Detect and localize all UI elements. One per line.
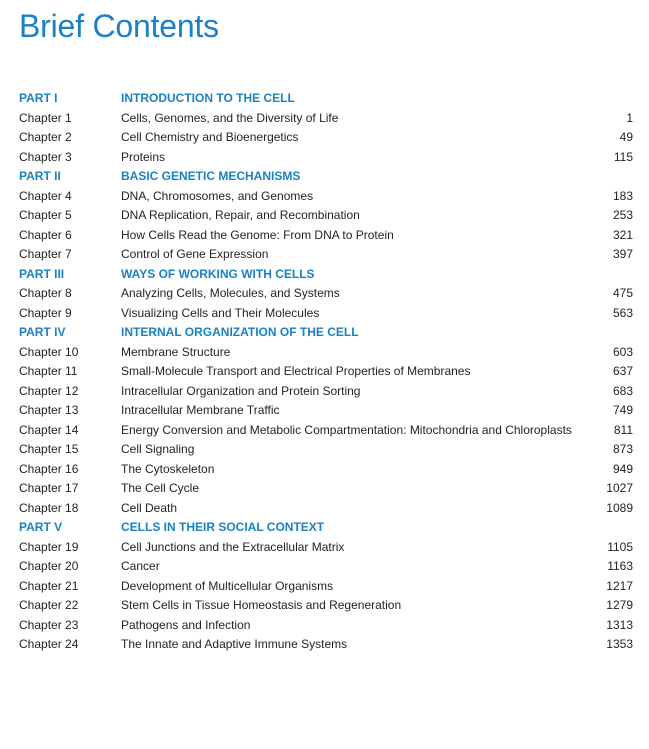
chapter-title: Membrane Structure [121, 344, 231, 359]
part-title: CELLS IN THEIR SOCIAL CONTEXT [121, 520, 325, 534]
chapter-label: Chapter 18 [19, 500, 79, 515]
part-heading [19, 167, 633, 187]
part-title: INTRODUCTION TO THE CELL [121, 91, 295, 105]
chapter-page-number: 1163 [607, 559, 633, 573]
chapter-label: Chapter 23 [19, 617, 79, 632]
part-title: INTERNAL ORGANIZATION OF THE CELL [121, 325, 359, 339]
chapter-label: Chapter 12 [19, 383, 79, 398]
chapter-label: Chapter 3 [19, 149, 72, 164]
part-heading [19, 518, 633, 538]
chapter-label: Chapter 9 [19, 305, 72, 320]
chapter-title: Small-Molecule Transport and Electrical Properties of Membranes [121, 364, 471, 378]
chapter-label: Chapter 10 [19, 344, 79, 359]
chapter-label: Chapter 11 [19, 364, 78, 378]
chapter-page-number: 1217 [606, 578, 633, 593]
chapter-label: Chapter 16 [19, 461, 79, 476]
chapter-page-number: 873 [612, 442, 633, 456]
chapter-row [19, 538, 633, 558]
chapter-title: DNA, Chromosomes, and Genomes [121, 188, 314, 203]
chapter-page-number: 49 [619, 130, 633, 144]
chapter-title: Energy Conversion and Metabolic Compartmentation: Mitochondria and Chloroplasts [121, 422, 572, 437]
chapter-page-number: 811 [613, 422, 633, 437]
chapter-page-number: 683 [612, 383, 633, 398]
chapter-page-number: 1027 [606, 481, 633, 495]
chapter-label: Chapter 17 [19, 481, 79, 495]
chapter-row [19, 479, 633, 499]
chapter-title: Analyzing Cells, Molecules, and Systems [121, 286, 340, 300]
chapter-title: The Cell Cycle [121, 481, 200, 495]
chapter-page-number: 1313 [606, 617, 633, 632]
chapter-label: Chapter 2 [19, 130, 72, 144]
chapter-title: Cell Chemistry and Bioenergetics [121, 130, 299, 144]
chapter-page-number: 749 [612, 403, 633, 417]
chapter-row [19, 499, 633, 519]
chapter-title: Cell Death [121, 500, 178, 515]
part-label: PART V [19, 520, 63, 534]
chapter-row [19, 245, 633, 265]
chapter-label: Chapter 13 [19, 403, 79, 417]
chapter-label: Chapter 24 [19, 637, 79, 651]
part-heading [19, 89, 633, 109]
chapter-label: Chapter 6 [19, 227, 72, 242]
chapter-label: Chapter 5 [19, 208, 72, 222]
chapter-row [19, 226, 633, 246]
chapter-label: Chapter 4 [19, 188, 72, 203]
chapter-row [19, 343, 633, 363]
chapter-row [19, 577, 633, 597]
chapter-row [19, 440, 633, 460]
chapter-row [19, 304, 633, 324]
chapter-row [19, 382, 633, 402]
page-title: Brief Contents [19, 8, 219, 44]
chapter-row [19, 596, 633, 616]
chapter-page-number: 397 [612, 247, 633, 261]
chapter-page-number: 1279 [606, 598, 633, 612]
chapter-title: Intracellular Organization and Protein Sorting [121, 383, 361, 398]
chapter-row [19, 362, 633, 382]
part-label: PART I [19, 91, 58, 105]
chapter-title: Development of Multicellular Organisms [121, 578, 334, 593]
chapter-title: Cell Junctions and the Extracellular Matrix [121, 539, 345, 554]
chapter-page-number: 475 [612, 286, 633, 300]
chapter-label: Chapter 20 [19, 559, 79, 573]
part-label: PART II [19, 169, 61, 183]
chapter-row [19, 421, 633, 441]
chapter-title: Cell Signaling [121, 442, 195, 456]
chapter-row [19, 401, 633, 421]
chapter-label: Chapter 8 [19, 286, 72, 300]
part-heading [19, 323, 633, 343]
part-label: PART IV [19, 325, 66, 339]
chapter-page-number: 321 [612, 227, 633, 242]
chapter-title: The Cytoskeleton [121, 461, 215, 476]
chapter-label: Chapter 14 [19, 422, 79, 437]
chapter-row [19, 109, 633, 129]
chapter-title: The Innate and Adaptive Immune Systems [121, 637, 348, 651]
chapter-title: DNA Replication, Repair, and Recombination [121, 208, 360, 222]
part-title: WAYS OF WORKING WITH CELLS [121, 266, 315, 281]
chapter-page-number: 563 [612, 305, 633, 320]
chapter-row [19, 148, 633, 168]
part-title: BASIC GENETIC MECHANISMS [121, 169, 301, 183]
chapter-label: Chapter 22 [19, 598, 79, 612]
part-label: PART III [19, 266, 65, 281]
chapter-label: Chapter 1 [19, 110, 72, 125]
chapter-title: Cancer [121, 559, 160, 573]
chapter-label: Chapter 7 [19, 247, 72, 261]
chapter-page-number: 1353 [606, 637, 633, 651]
chapter-page-number: 1 [626, 110, 633, 125]
chapter-row [19, 206, 633, 226]
part-heading [19, 265, 633, 285]
chapter-row [19, 557, 633, 577]
chapter-title: Cells, Genomes, and the Diversity of Life [121, 110, 339, 125]
chapter-page-number: 183 [612, 188, 633, 203]
chapter-page-number: 1089 [606, 500, 633, 515]
table-of-contents [19, 89, 633, 655]
chapter-row [19, 128, 633, 148]
chapter-row [19, 284, 633, 304]
chapter-title: Intracellular Membrane Traffic [121, 403, 280, 417]
chapter-page-number: 115 [613, 149, 633, 164]
chapter-label: Chapter 21 [19, 578, 79, 593]
chapter-title: Stem Cells in Tissue Homeostasis and Regeneration [121, 598, 402, 612]
chapter-page-number: 1105 [607, 539, 633, 554]
chapter-title: Control of Gene Expression [121, 247, 269, 261]
chapter-row [19, 616, 633, 636]
chapter-page-number: 603 [612, 344, 633, 359]
chapter-title: How Cells Read the Genome: From DNA to Protein [121, 227, 394, 242]
chapter-page-number: 949 [612, 461, 633, 476]
chapter-page-number: 637 [612, 364, 633, 378]
chapter-title: Visualizing Cells and Their Molecules [121, 305, 320, 320]
chapter-title: Pathogens and Infection [121, 617, 251, 632]
chapter-title: Proteins [121, 149, 166, 164]
chapter-page-number: 253 [612, 208, 633, 222]
chapter-row [19, 187, 633, 207]
chapter-label: Chapter 15 [19, 442, 79, 456]
chapter-row [19, 460, 633, 480]
chapter-row [19, 635, 633, 655]
chapter-label: Chapter 19 [19, 539, 79, 554]
